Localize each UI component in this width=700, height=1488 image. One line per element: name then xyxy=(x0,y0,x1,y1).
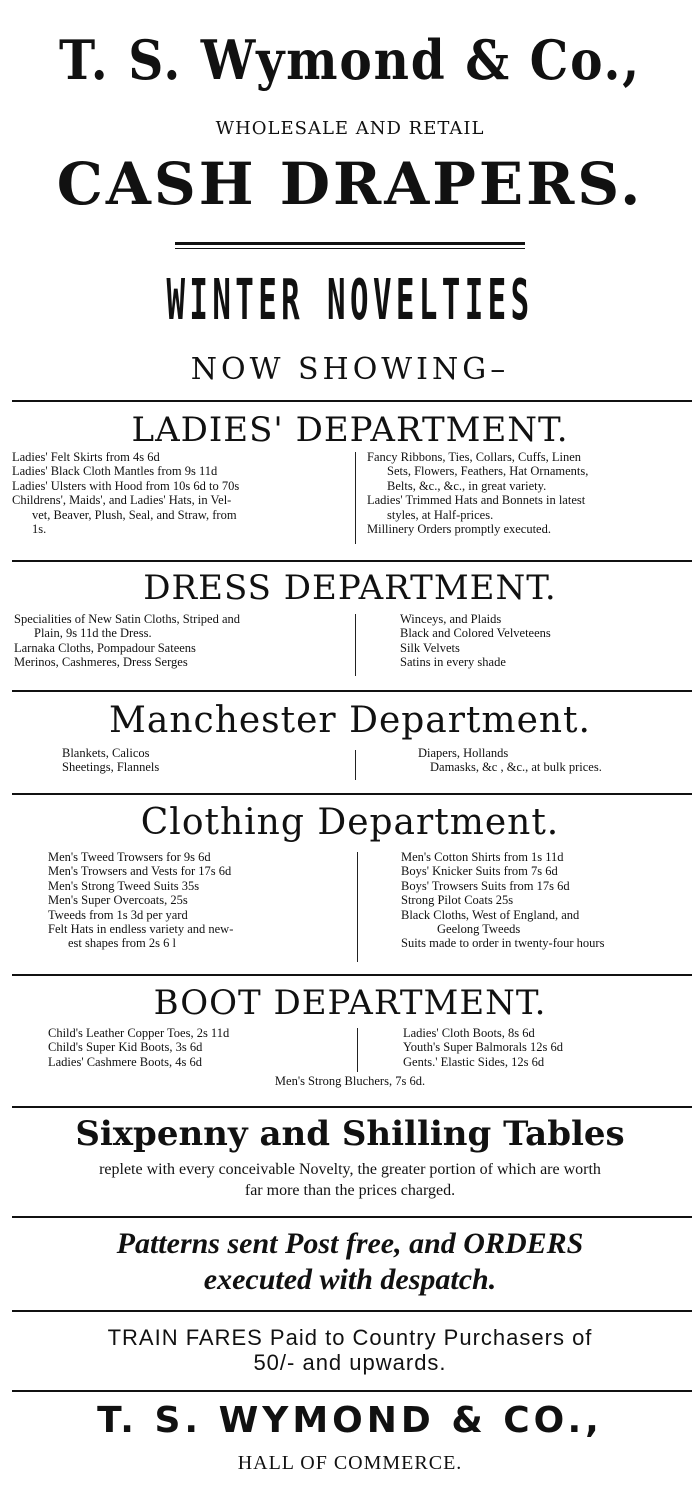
list-item: Strong Pilot Coats 25s xyxy=(401,893,514,908)
list-item: Men's Cotton Shirts from 1s 11d xyxy=(401,850,564,864)
list-item: Child's Leather Copper Toes, 2s 11d xyxy=(48,1026,230,1040)
list-item: Childrens', Maids', and Ladies' Hats, in Vel- xyxy=(12,493,232,508)
patterns-line2: executed with despatch. xyxy=(203,1263,497,1296)
section-rule xyxy=(12,974,692,976)
divider xyxy=(355,750,356,780)
list-item: Ladies' Cashmere Boots, 4s 6d xyxy=(48,1054,202,1069)
list-item: Ladies' Ulsters with Hood from 10s 6d to 70s xyxy=(12,478,240,493)
section-rule xyxy=(12,793,692,795)
header-rule-thin xyxy=(175,248,525,249)
divider xyxy=(357,852,358,962)
list-item: Millinery Orders promptly executed. xyxy=(367,522,551,537)
list-item: Ladies' Black Cloth Mantles from 9s 11d xyxy=(12,464,218,479)
section-rule xyxy=(12,1216,692,1218)
train-line1: TRAIN FARES Paid to Country Purchasers of xyxy=(107,1325,593,1350)
section-rule xyxy=(12,1310,692,1312)
list-item: Larnaka Cloths, Pompadour Sateens xyxy=(14,640,196,655)
subheadline: NOW SHOWING– xyxy=(190,352,510,387)
list-item: Diapers, Hollands xyxy=(418,746,509,760)
firm-name: T. S. Wymond & Co., xyxy=(59,28,641,92)
section-rule xyxy=(12,1106,692,1108)
list-item: Winceys, and Plaids xyxy=(400,612,502,626)
tables-title: Sixpenny and Shilling Tables xyxy=(75,1114,625,1154)
patterns-line1: Patterns sent Post free, and ORDERS xyxy=(116,1227,584,1260)
list-item: Boys' Trowsers Suits from 17s 6d xyxy=(401,878,570,893)
list-item: Black and Colored Velveteens xyxy=(400,626,551,641)
section-rule xyxy=(12,690,692,692)
header-rule xyxy=(175,242,525,245)
section-rule xyxy=(12,1390,692,1392)
ladies-right xyxy=(367,450,588,536)
list-item: Sets, Flowers, Feathers, Hat Ornaments, xyxy=(387,464,589,479)
list-item: Ladies' Cloth Boots, 8s 6d xyxy=(403,1026,535,1040)
clothing-left xyxy=(48,850,233,951)
boot-left xyxy=(48,1026,229,1069)
list-item: Specialities of New Satin Cloths, Striped and xyxy=(14,612,241,626)
list-item: Geelong Tweeds xyxy=(437,922,521,937)
section-rule xyxy=(12,400,692,402)
list-item: vet, Beaver, Plush, Seal, and Straw, from xyxy=(32,507,237,522)
headline: WINTER NOVELTIES xyxy=(166,268,534,333)
boot-right xyxy=(403,1026,563,1069)
list-item: Blankets, Calicos xyxy=(62,746,150,760)
list-item: Men's Super Overcoats, 25s xyxy=(48,893,188,908)
list-item: Satins in every shade xyxy=(400,655,506,670)
list-item: Sheetings, Flannels xyxy=(62,760,160,775)
tables-text1: replete with every conceivable Novelty, the greater portion of which are worth xyxy=(99,1161,601,1178)
list-item: Silk Velvets xyxy=(400,640,460,655)
trade-line: WHOLESALE AND RETAIL xyxy=(215,118,485,139)
list-item: Tweeds from 1s 3d per yard xyxy=(48,907,188,922)
divider xyxy=(355,614,356,676)
list-item: Black Cloths, West of England, and xyxy=(401,907,580,922)
section-rule xyxy=(12,560,692,562)
list-item: Felt Hats in endless variety and new- xyxy=(48,922,234,937)
dress-left xyxy=(14,612,240,670)
list-item: Belts, &c., &c., in great variety. xyxy=(387,478,547,493)
boot-center: Men's Strong Bluchers, 7s 6d. xyxy=(274,1074,426,1088)
list-item: Merinos, Cashmeres, Dress Serges xyxy=(14,655,188,670)
ladies-title: LADIES' DEPARTMENT. xyxy=(131,410,569,450)
manchester-left xyxy=(62,746,159,775)
boot-title: BOOT DEPARTMENT. xyxy=(153,983,547,1023)
footer-firm: T. S. WYMOND & CO., xyxy=(97,1400,603,1441)
list-item: Fancy Ribbons, Ties, Collars, Cuffs, Linen xyxy=(367,450,582,464)
list-item: Boys' Knicker Suits from 7s 6d xyxy=(401,864,558,879)
list-item: Youth's Super Balmorals 12s 6d xyxy=(403,1040,564,1055)
manchester-title: Manchester Department. xyxy=(109,700,591,741)
list-item: Child's Super Kid Boots, 3s 6d xyxy=(48,1040,203,1055)
tables-text2: far more than the prices charged. xyxy=(244,1182,456,1199)
list-item: Gents.' Elastic Sides, 12s 6d xyxy=(403,1054,545,1069)
list-item: Suits made to order in twenty-four hours xyxy=(401,936,605,951)
list-item: 1s. xyxy=(32,522,47,537)
list-item: Men's Trowsers and Vests for 17s 6d xyxy=(48,864,232,879)
list-item: est shapes from 2s 6 l xyxy=(68,936,176,951)
list-item: Damasks, &c , &c., at bulk prices. xyxy=(430,760,602,775)
clothing-right xyxy=(401,850,604,951)
train-line2: 50/- and upwards. xyxy=(253,1350,447,1375)
trade-title: CASH DRAPERS. xyxy=(56,150,644,218)
list-item: Men's Tweed Trowsers for 9s 6d xyxy=(48,850,211,864)
manchester-right xyxy=(418,746,602,775)
divider xyxy=(357,1028,358,1072)
list-item: Plain, 9s 11d the Dress. xyxy=(34,626,152,641)
list-item: Ladies' Felt Skirts from 4s 6d xyxy=(12,450,160,464)
list-item: Men's Strong Tweed Suits 35s xyxy=(48,878,200,893)
ladies-left xyxy=(12,450,239,536)
dress-right xyxy=(400,612,551,670)
dress-title: DRESS DEPARTMENT. xyxy=(143,568,557,608)
list-item: styles, at Half-prices. xyxy=(387,507,494,522)
clothing-title: Clothing Department. xyxy=(140,802,560,843)
list-item: Ladies' Trimmed Hats and Bonnets in latest xyxy=(367,493,586,508)
divider xyxy=(355,452,356,544)
footer-address: HALL OF COMMERCE. xyxy=(237,1452,463,1474)
